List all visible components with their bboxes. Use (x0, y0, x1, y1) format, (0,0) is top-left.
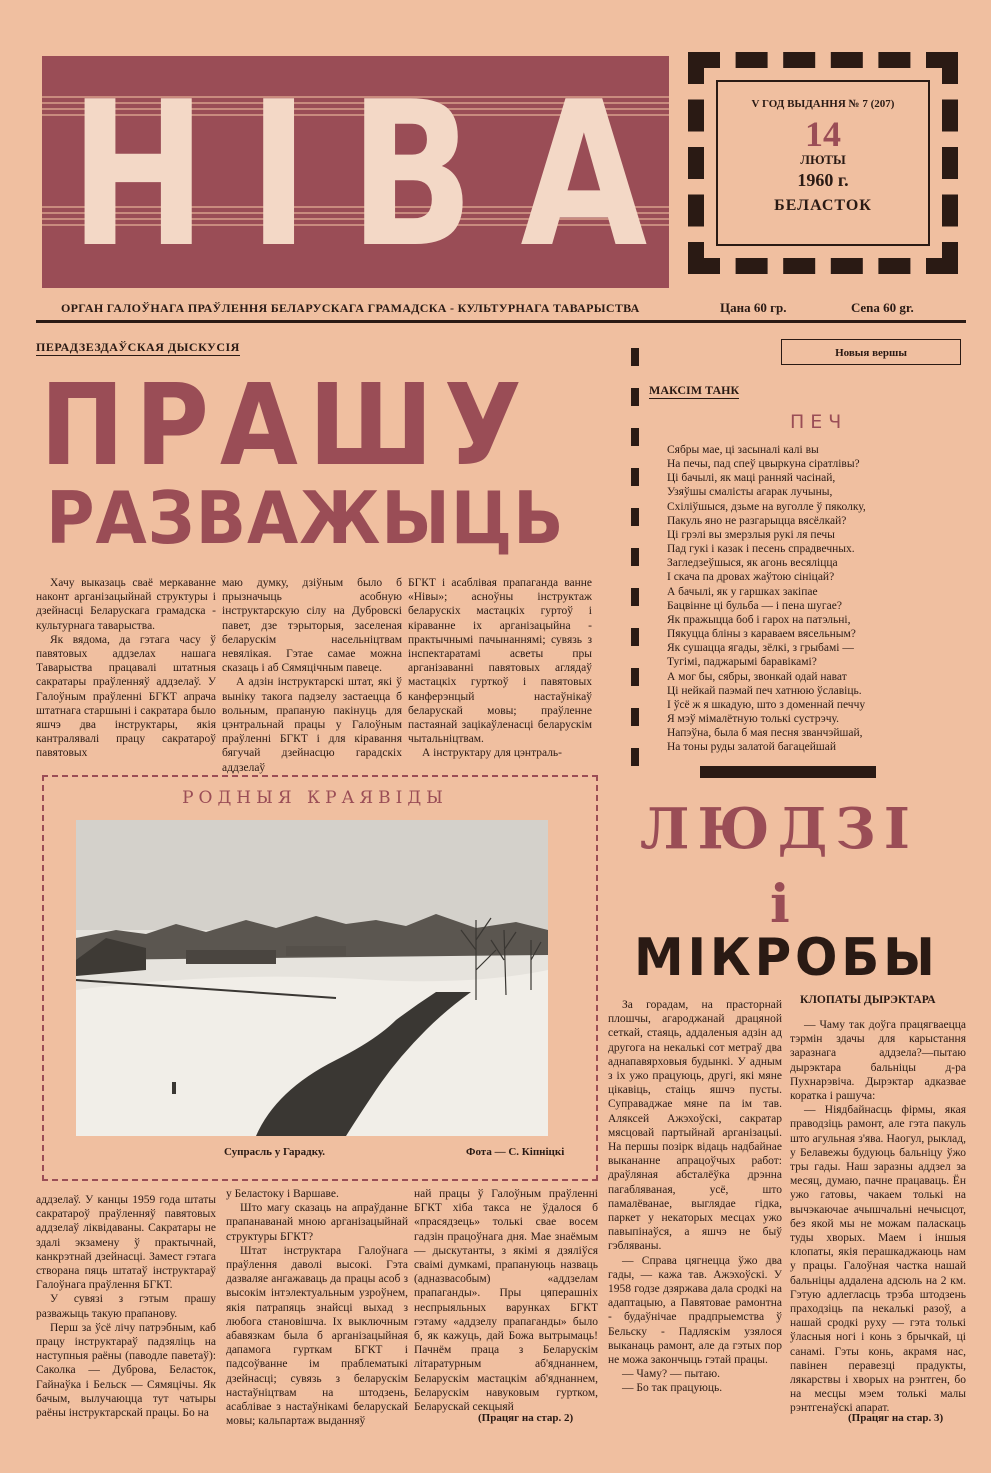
price-pl: Cena 60 gr. (851, 300, 914, 315)
masthead-letter: І (247, 59, 304, 292)
paragraph: БГКТ і асаблівая прапаганда ванне «Нівы»; асноўны інструктаж беларускіх мастацкіх гуртоў і кіраванне іх арганізацыйна - практычнымі пачынаннямі; сувязь з інспектаратамі асветы пры арганізаванні павятовых аглядаў мастацкіх гурткоў і павятовых канферэнцый настаўнікаў беларускай мовы; праўленне пастаянай зацікаўленасці беларускім чытальніцтвам. (408, 577, 592, 746)
landscape-photo (76, 820, 548, 1136)
paragraph: Штат інструктара Галоўнага праўлення даволі высокі. Гэта дазваляе ангажаваць да працы асоб з высокім інтэлектуальным узроўнем, якія патрапяць знайсці выхад з любога становішча. Іх выключным абавязкам была б арганізацыйная дапамога гурткам БГКТ і падсоўванне ім праблематыкі дзейнасці; сувязь з беларускім настаўніцтвам на штодзень, асаблівае з настаўнікамі беларускай мовы; кальпартаж выданняў (226, 1244, 408, 1428)
photo-subtitle: Супрасль у Гарадку. (224, 1146, 326, 1158)
paragraph: у Беластоку і Варшаве. (226, 1188, 339, 1200)
poem-line: Бацвінне ці бульба — і пена шугае? (667, 599, 842, 612)
paragraph: Перш за ўсё лічу патрэбным, каб працу інструктараў падзяліць на наступныя раёны (паводле паветаў): Саколка — Дуброва, Беласток, Гайнаўка і Бельск — Сямяцічы. Як бачым, вылучаюцца тут чатыры раёны інструктарскай працы. Бо на (36, 1321, 216, 1420)
poem-line: Сябры мае, ці засыналі калі вы (667, 444, 819, 456)
paragraph: — Бо так працуюць. (622, 1382, 723, 1395)
masthead-letter: А (520, 59, 643, 292)
poem-line: Пякуцца бліны з караваем вясельным? (667, 628, 856, 641)
poem-line: На печы, пад спеў цвыркуна сіратлівы? (667, 458, 860, 471)
organ-line (36, 298, 966, 323)
lead-column-3-continued (414, 1187, 598, 1414)
poem-line: І скача па дровах жаўтою сініцай? (667, 571, 835, 584)
and-headline: і (770, 874, 790, 935)
paragraph: А адзін інструктарскі штат, які ў выніку такога падзелу застаецца б вольным, прапаную пакінуць для цэнтральнай працы у Галоўным праўленні БГКТ і для кіравання бягучай дзейнасцю гарадскіх аддзелаў (222, 676, 402, 774)
lead-column-2 (222, 576, 402, 774)
new-verses-label: Новыя вершы (781, 339, 961, 365)
poem-line: Як пражыцца боб і гарох на патэльні, (667, 613, 851, 626)
paragraph: За горадам, на прасторнай плошчы, агароджанай драцяной сеткай, стаяць, аддаленыя адзін ад другога на некалькі сот метраў два аднапавярховыя будынкі. У адным з іх ужо працуюць, другі, які мяне цікавіць, стаіць яшчэ пусты. Суправаджае мяне па ім тав. Аляксей Ажэхоўскі, сакратар мясцовай партыйнай арганізацыі. На першы позірк відаць надбайнае выкананне апрацоўчых работ: драўляная абсталёўка дрэнна пагабляваная, усё, што памалёванае, выглядае гідка, паркет у некаторых месцах ужо павыпінаўся, а яшчэ не быў гэбляваны. (608, 999, 782, 1253)
issue-day: 14 (805, 114, 841, 154)
poem-line: Я мэў мімалётную толькі сустрэчу. (667, 712, 839, 725)
paragraph: аддзелаў. У канцы 1959 года штаты сакратароў праўленняў павятовых аддзелаў ліквідаваны. Сакратары не здалі экзамену ў практычнай, канкрэтнай дзейнасці. Замест гэтага створана пяць штатаў інструктараў Галоўнага праўлення БГКТ. (36, 1194, 216, 1292)
lead-column-1-continued (36, 1193, 216, 1435)
microbes-column-b (790, 1018, 966, 1415)
poem-line: Узяўшы смалісты агарак лучыны, (667, 486, 833, 499)
poem-end-bar (700, 766, 876, 778)
paragraph: маю думку, дзіўным было б прызначыць асобную інструктарскую сілу на Дубровскі павет, дзе тэрыторыя, заселеная беларускім насельніцтвам невялікая. Гэтае самае можна сказаць і аб Сямяцічным павеце. (222, 577, 402, 675)
poem-title: ПЕЧ (790, 411, 848, 433)
paragraph: — Чаму? — пытаю. (622, 1368, 720, 1381)
article-subhead: КЛОПАТЫ ДЫРЭКТАРА (800, 994, 936, 1006)
date-box (688, 52, 958, 274)
paragraph: Што магу сказаць на апраўданне прапанаванай мною арганізацыйнай структуры БГКТ? (226, 1202, 408, 1243)
microbes-column-a (608, 998, 782, 1398)
issue-city: БЕЛАСТОК (774, 197, 872, 214)
lead-continued-note: (Працяг на стар. 2) (478, 1412, 574, 1424)
poem-line: На тоны руды залатой багацейшай (667, 741, 836, 754)
paragraph: — Справа цягнецца ўжо два гады, — кажа тав. Ажэхоўскі. У 1958 годзе дзяржава дала сродкі на адаптацыю, а Павятовае рамонтна - будаўнічае прадпрыемства ў Бельску - Падляскім узялося выканаць рамонт, але да гэтых пор не можа закончыць гэтай працы. (608, 1254, 782, 1367)
poem-body (667, 443, 967, 754)
organ-text: ОРГАН ГАЛОЎНАГА ПРАЎЛЕННЯ БЕЛАРУСКАГА ГРАМАДСКА - КУЛЬТУРНАГА ТАВАРЫСТВА (61, 301, 640, 315)
microbes-continued-note: (Працяг на стар. 3) (848, 1412, 944, 1424)
paragraph: У сувязі з гэтым прашу разважыць такую прапанову. (36, 1293, 216, 1320)
poem-author: МАКСІМ ТАНК (649, 383, 740, 397)
lead-column-3 (408, 576, 592, 768)
poem-line: Напэўна, была б мая песня званчэйшай, (667, 727, 863, 740)
poem-line: Тугімі, паджарымі баравікамі? (667, 656, 817, 669)
masthead-title (42, 56, 669, 292)
paragraph: — Ніядбайнасць фірмы, якая праводзіць рамонт, але гэта пакуль што агульная з'ява. Наогул, рыклад, у Белавежы будуюць бальніцу ўжо тры гады. Наш заразны аддзел за месяц, думаю, пачне працаваць. Ён ужо гатовы, чакаем толькі на вычэкаючае ачышчальні нечысцот, без якой мы не можам паласкаць туды хворых. Маем і іншыя клопаты, якія перашкаджаюць нам у працы. Галоўная частка нашай бальніцы аддалена адсюль на 2 км. Гэтую адлегласць трэба штодзень праходзіць па некалькі разоў, а нашай сродкі руху — гэта толькі ўласныя ногі і конь з брычкай, ці санамі. Гэты конь, акрамя нас, павінен перавезці прадукты, лякарствы і хворых на рэнтген, бо на месцы мэем толькі малы рэнтгенаўскі апарат. (790, 1104, 966, 1415)
lead-headline-2: РАЗВАЖЫЦЬ (46, 476, 565, 560)
poem-line: Пакуль яно не разгарыцца вясёлкай? (667, 514, 847, 527)
rubric-label: ПЕРАДЗЕЗДАЎСКАЯ ДЫСКУСІЯ (36, 340, 240, 354)
microbes-headline: МІКРОБЫ (634, 928, 939, 988)
paragraph: Хачу выказаць сваё меркаванне наконт арганізацыйнай структуры і дзейнасці Беларускага грамадска - культурнага таварыства. (36, 577, 216, 632)
poem-line: Ці грэлі вы змерзлыя рукі ля печы (667, 528, 835, 541)
people-headline: ЛЮДЗІ (640, 796, 918, 862)
poem-line: Загледзеўшыся, як агонь весяліцца (667, 557, 838, 570)
issue-line: V ГОД ВЫДАННЯ № 7 (207) (751, 98, 895, 110)
lead-headline-1: ПРАШУ (40, 361, 533, 491)
poem-line: Як сушацца ягады, зёлкі, з грыбамі — (667, 642, 854, 655)
photo-credit: Фота — С. Кіпніцкі (466, 1146, 565, 1158)
poem-line: Ці бачылі, як маці ранняй часінай, (667, 472, 836, 485)
lead-column-1 (36, 576, 216, 768)
poem-line: І ўсё ж я шкадую, што з доменнай печчу (667, 698, 866, 711)
price-by: Цана 60 гр. (720, 300, 787, 315)
masthead-letter: Н (69, 59, 202, 292)
issue-month: ЛЮТЫ (800, 152, 846, 167)
paragraph: — Чаму так доўга працягваецца тэрмін здачы для карыстання заразнага аддзела?—пытаю дырэктара бальніцы д-ра Пухнарэвіча. Дырэктар адказвае коратка і рашуча: (790, 1019, 966, 1103)
photo-caption: РОДНЫЯ КРАЯВІДЫ (182, 788, 448, 808)
paragraph: Як вядома, да гэтага часу ў павятовых аддзелах нашага Таварыства працавалі штатныя сакратары праўленняў аддзелаў. У Галоўным праўленні БГКТ апрача штатнага старшыні і сакратара было яшчэ два інструктары, якія кантралявалі працу сакратароў павятовых (36, 633, 216, 760)
poem-line: Пад гукі і казак і песень спрадвечных. (667, 543, 855, 556)
poem-line: Ці нейкай паэмай печ хатнюю ўславіць. (667, 684, 862, 697)
paragraph: А інструктару для цэнтраль- (422, 747, 563, 760)
poem-line: А бачылі, як у гаршках закіпае (667, 585, 818, 598)
poem-line: Схіліўшыся, дзьме на вуголле ў пяколку, (667, 500, 866, 513)
poem-line: А мог бы, сябры, звонкай одай нават (667, 670, 847, 683)
paragraph: най працы ў Галоўным праўленні БГКТ хіба такса не ўдалося б «прасядзець» толькі свае восем гадзін працоўнага дня. Мае знаёмым — дыскутанты, з якімі я дзяліўся сваімі думкамі, прапануюць назваць (адназвасобым) «аддзелам прапаганды». Пры цяперашніх неспрыяльных варунках БГКТ гэтаму «аддзелу прапаганды» было б, як кажуць, дай Божа вытрымаць! Пачнём праца з Беларускім літаратурным аб'яднаннем, Беларускім мастацкім аб'яднаннем, Беларускім навуковым гуртком, Беларускай секцыяй (414, 1188, 598, 1414)
column-divider (631, 348, 641, 788)
lead-column-2-continued (226, 1187, 408, 1435)
masthead-letter: В (348, 59, 469, 292)
issue-year: 1960 г. (797, 170, 849, 190)
